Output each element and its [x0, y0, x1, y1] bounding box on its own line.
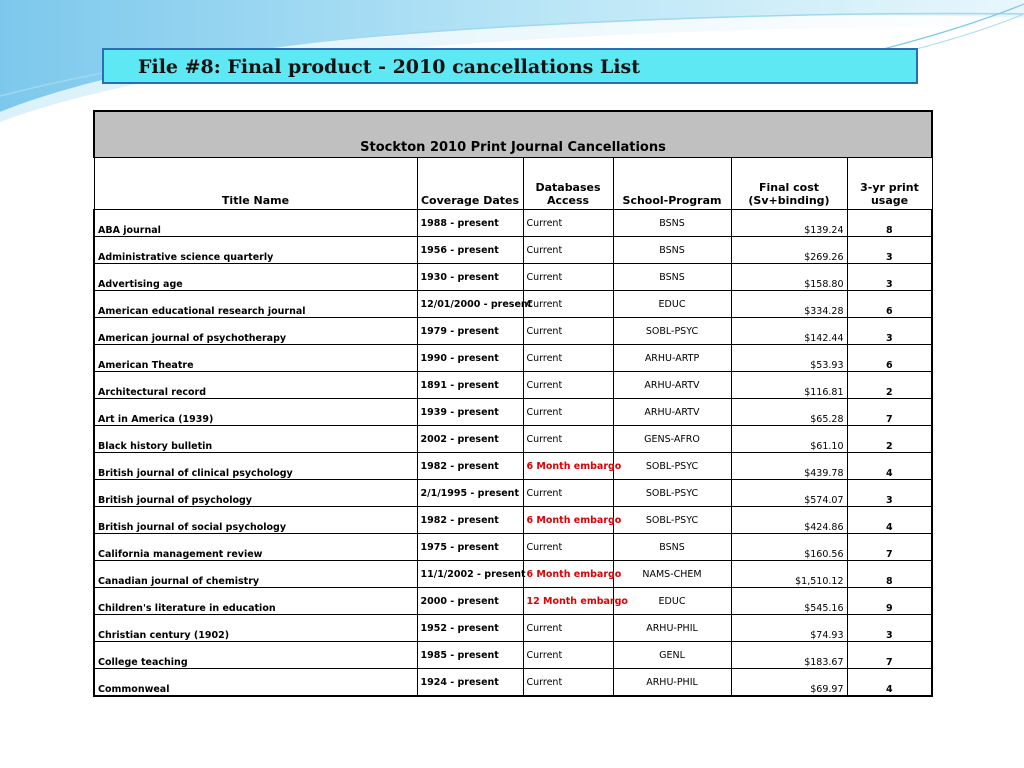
- cell-coverage-dates: 1982 - present: [417, 507, 523, 534]
- header-databases-access: Databases Access: [523, 158, 613, 210]
- cell-print-usage: 3: [847, 615, 932, 642]
- cell-title-name: American educational research journal: [94, 291, 417, 318]
- cell-databases-access: Current: [523, 345, 613, 372]
- table-row: [94, 615, 932, 642]
- header-final-cost: Final cost (Sv+binding): [731, 158, 847, 210]
- cell-print-usage: 7: [847, 534, 932, 561]
- cell-final-cost: $439.78: [731, 453, 847, 480]
- table-row: [94, 237, 932, 264]
- cell-final-cost: $139.24: [731, 210, 847, 237]
- cell-final-cost: $574.07: [731, 480, 847, 507]
- cell-print-usage: 4: [847, 669, 932, 697]
- cell-databases-access: Current: [523, 318, 613, 345]
- cell-coverage-dates: 1939 - present: [417, 399, 523, 426]
- cell-databases-access: Current: [523, 642, 613, 669]
- cell-coverage-dates: 2000 - present: [417, 588, 523, 615]
- header-title-name: Title Name: [94, 158, 417, 210]
- cell-title-name: California management review: [94, 534, 417, 561]
- table-row: [94, 480, 932, 507]
- cell-school-program: BSNS: [613, 237, 731, 264]
- cell-school-program: GENL: [613, 642, 731, 669]
- cell-databases-access: 6 Month embargo: [523, 453, 613, 480]
- cell-databases-access: Current: [523, 237, 613, 264]
- cell-school-program: BSNS: [613, 534, 731, 561]
- cell-school-program: ARHU-PHIL: [613, 669, 731, 697]
- cell-school-program: BSNS: [613, 210, 731, 237]
- cell-print-usage: 3: [847, 264, 932, 291]
- cell-coverage-dates: 1930 - present: [417, 264, 523, 291]
- cell-title-name: Art in America (1939): [94, 399, 417, 426]
- table-row: [94, 588, 932, 615]
- cell-school-program: NAMS-CHEM: [613, 561, 731, 588]
- table-row: [94, 561, 932, 588]
- cell-print-usage: 3: [847, 318, 932, 345]
- cell-school-program: ARHU-ARTP: [613, 345, 731, 372]
- cell-coverage-dates: 1891 - present: [417, 372, 523, 399]
- cell-title-name: Christian century (1902): [94, 615, 417, 642]
- cell-final-cost: $61.10: [731, 426, 847, 453]
- cell-databases-access: Current: [523, 210, 613, 237]
- cell-databases-access: Current: [523, 399, 613, 426]
- table-row: [94, 372, 932, 399]
- cancellations-table: [93, 110, 933, 697]
- cell-coverage-dates: 1979 - present: [417, 318, 523, 345]
- table-header-row: [94, 158, 932, 210]
- cell-databases-access: Current: [523, 372, 613, 399]
- cell-databases-access: Current: [523, 534, 613, 561]
- cell-final-cost: $69.97: [731, 669, 847, 697]
- cell-coverage-dates: 2002 - present: [417, 426, 523, 453]
- slide-title-box: [102, 48, 918, 84]
- cell-coverage-dates: 1982 - present: [417, 453, 523, 480]
- cell-school-program: SOBL-PSYC: [613, 453, 731, 480]
- table-row: [94, 642, 932, 669]
- cell-coverage-dates: 2/1/1995 - present: [417, 480, 523, 507]
- cell-title-name: British journal of social psychology: [94, 507, 417, 534]
- cell-title-name: British journal of clinical psychology: [94, 453, 417, 480]
- table-row: [94, 453, 932, 480]
- table-row: [94, 507, 932, 534]
- table-row: [94, 534, 932, 561]
- cell-title-name: Children's literature in education: [94, 588, 417, 615]
- cell-coverage-dates: 11/1/2002 - present: [417, 561, 523, 588]
- cell-print-usage: 9: [847, 588, 932, 615]
- cell-coverage-dates: 1990 - present: [417, 345, 523, 372]
- table-row: [94, 426, 932, 453]
- cell-final-cost: $158.80: [731, 264, 847, 291]
- cell-school-program: ARHU-ARTV: [613, 399, 731, 426]
- cell-databases-access: Current: [523, 291, 613, 318]
- cell-final-cost: $1,510.12: [731, 561, 847, 588]
- cell-print-usage: 2: [847, 426, 932, 453]
- cell-print-usage: 8: [847, 210, 932, 237]
- cell-title-name: Advertising age: [94, 264, 417, 291]
- cell-databases-access: Current: [523, 669, 613, 697]
- cell-school-program: EDUC: [613, 291, 731, 318]
- cell-title-name: ABA journal: [94, 210, 417, 237]
- cell-databases-access: 12 Month embargo: [523, 588, 613, 615]
- cell-print-usage: 7: [847, 642, 932, 669]
- cell-school-program: EDUC: [613, 588, 731, 615]
- cell-final-cost: $53.93: [731, 345, 847, 372]
- cell-print-usage: 7: [847, 399, 932, 426]
- cell-coverage-dates: 1924 - present: [417, 669, 523, 697]
- cell-final-cost: $183.67: [731, 642, 847, 669]
- cell-final-cost: $160.56: [731, 534, 847, 561]
- cell-databases-access: Current: [523, 426, 613, 453]
- cell-final-cost: $142.44: [731, 318, 847, 345]
- cell-final-cost: $116.81: [731, 372, 847, 399]
- cell-title-name: American journal of psychotherapy: [94, 318, 417, 345]
- cell-title-name: College teaching: [94, 642, 417, 669]
- cell-databases-access: 6 Month embargo: [523, 507, 613, 534]
- table-row: [94, 345, 932, 372]
- cell-final-cost: $334.28: [731, 291, 847, 318]
- header-print-usage: 3-yr print usage: [847, 158, 932, 210]
- cell-title-name: Administrative science quarterly: [94, 237, 417, 264]
- cell-final-cost: $65.28: [731, 399, 847, 426]
- table-row: [94, 210, 932, 237]
- cell-databases-access: Current: [523, 480, 613, 507]
- table-row: [94, 399, 932, 426]
- cell-school-program: SOBL-PSYC: [613, 507, 731, 534]
- cell-print-usage: 3: [847, 237, 932, 264]
- cell-print-usage: 6: [847, 291, 932, 318]
- cell-coverage-dates: 1985 - present: [417, 642, 523, 669]
- table-body: [94, 210, 932, 697]
- cell-school-program: GENS-AFRO: [613, 426, 731, 453]
- table-row: [94, 264, 932, 291]
- header-coverage-dates: Coverage Dates: [417, 158, 523, 210]
- table-caption-row: [94, 111, 932, 158]
- cell-print-usage: 8: [847, 561, 932, 588]
- cell-school-program: SOBL-PSYC: [613, 318, 731, 345]
- table-row: [94, 318, 932, 345]
- cell-print-usage: 4: [847, 507, 932, 534]
- table-caption: Stockton 2010 Print Journal Cancellations: [94, 111, 932, 158]
- cell-school-program: BSNS: [613, 264, 731, 291]
- header-school-program: School-Program: [613, 158, 731, 210]
- cell-coverage-dates: 1988 - present: [417, 210, 523, 237]
- table-row: [94, 291, 932, 318]
- table-row: [94, 669, 932, 697]
- cell-print-usage: 6: [847, 345, 932, 372]
- cell-school-program: ARHU-ARTV: [613, 372, 731, 399]
- cell-print-usage: 3: [847, 480, 932, 507]
- cell-coverage-dates: 1952 - present: [417, 615, 523, 642]
- cell-print-usage: 2: [847, 372, 932, 399]
- cell-title-name: Canadian journal of chemistry: [94, 561, 417, 588]
- cell-title-name: Commonweal: [94, 669, 417, 697]
- cell-title-name: Black history bulletin: [94, 426, 417, 453]
- cell-databases-access: 6 Month embargo: [523, 561, 613, 588]
- cell-coverage-dates: 1956 - present: [417, 237, 523, 264]
- cell-final-cost: $424.86: [731, 507, 847, 534]
- cell-title-name: British journal of psychology: [94, 480, 417, 507]
- cell-databases-access: Current: [523, 615, 613, 642]
- cell-title-name: American Theatre: [94, 345, 417, 372]
- cell-school-program: SOBL-PSYC: [613, 480, 731, 507]
- cell-coverage-dates: 12/01/2000 - present: [417, 291, 523, 318]
- cell-coverage-dates: 1975 - present: [417, 534, 523, 561]
- cell-final-cost: $545.16: [731, 588, 847, 615]
- cell-final-cost: $74.93: [731, 615, 847, 642]
- cell-school-program: ARHU-PHIL: [613, 615, 731, 642]
- cell-final-cost: $269.26: [731, 237, 847, 264]
- cell-databases-access: Current: [523, 264, 613, 291]
- cell-print-usage: 4: [847, 453, 932, 480]
- cell-title-name: Architectural record: [94, 372, 417, 399]
- slide-title: File #8: Final product - 2010 cancellations List: [138, 56, 641, 78]
